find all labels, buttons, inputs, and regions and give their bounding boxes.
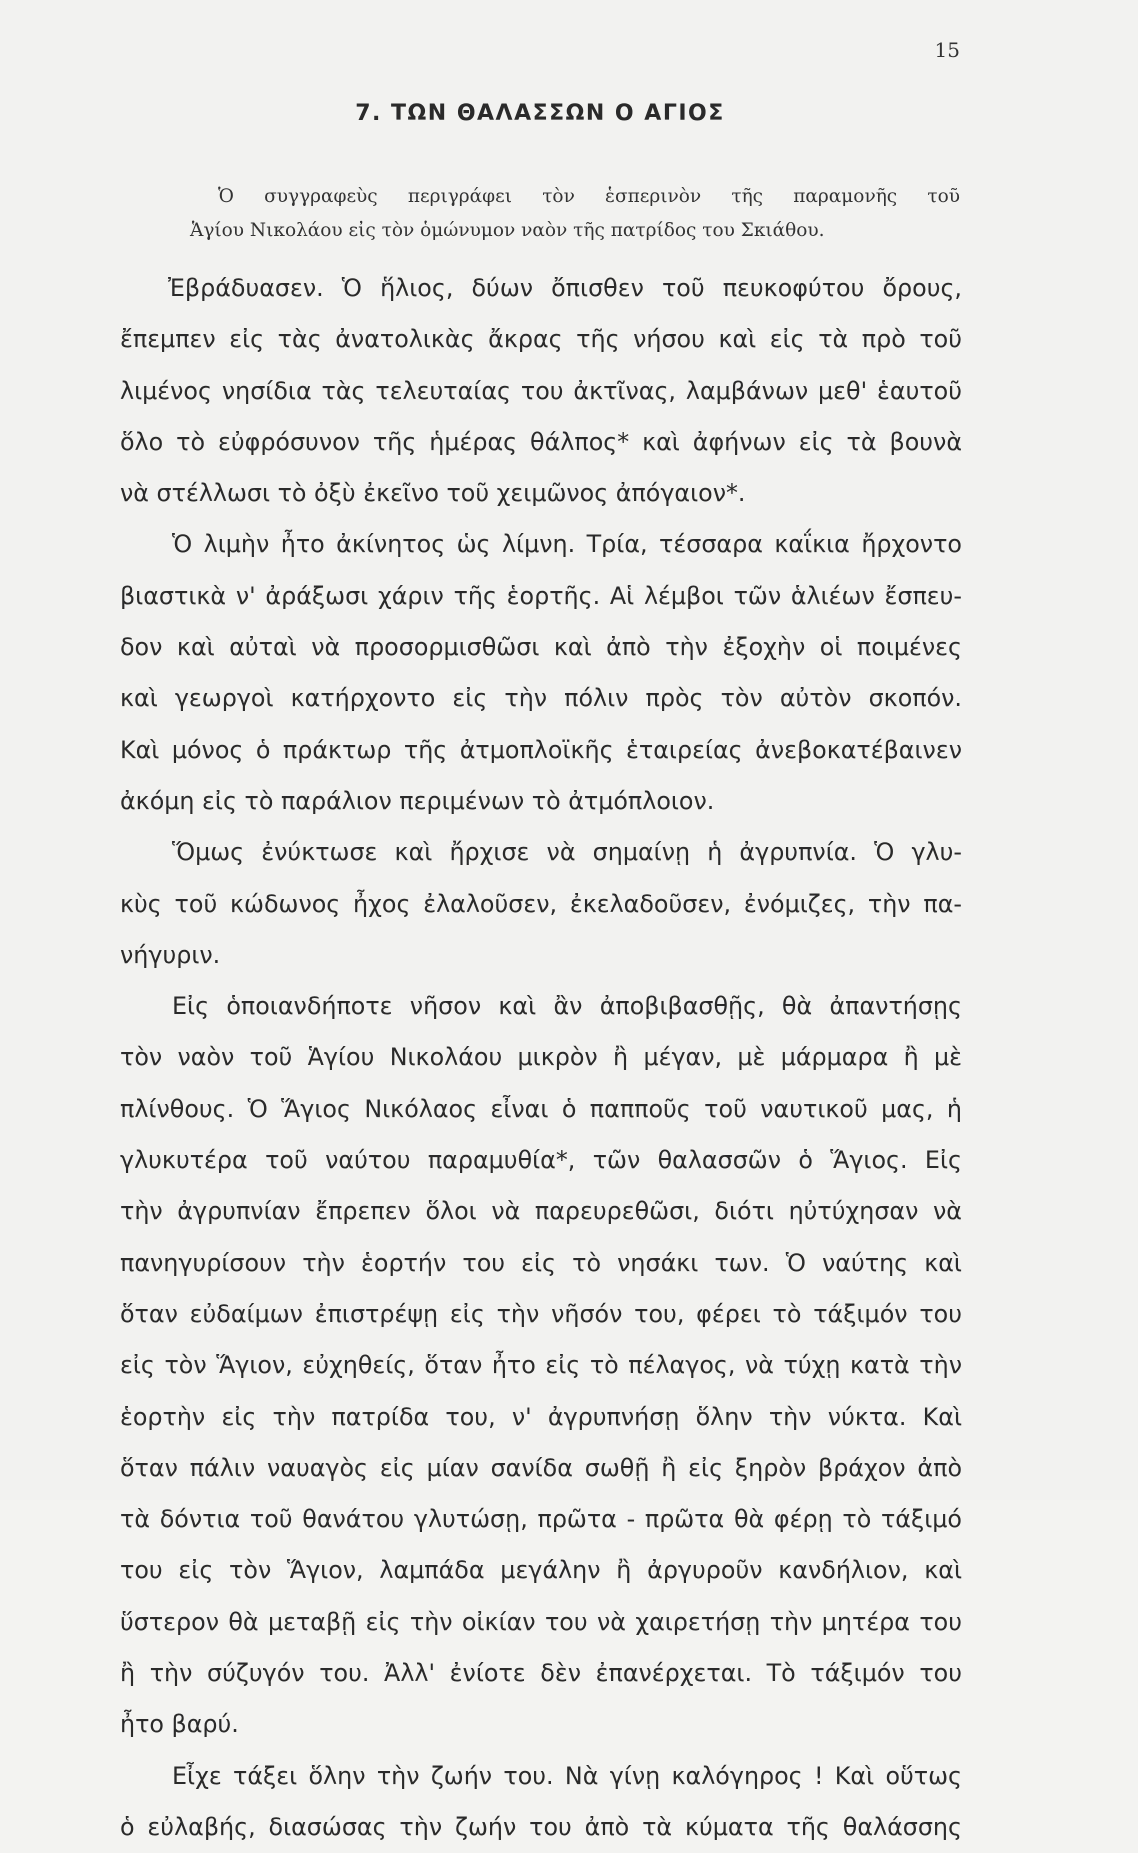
text-line: πανηγυρίσουν τὴν ἑορτήν του εἰς τὸ νησάκι των. Ὁ ναύτης καὶ <box>120 1248 962 1277</box>
text-line: δον καὶ αὐταὶ νὰ προσορμισθῶσι καὶ ἀπὸ τὴν ἐξοχὴν οἱ ποιμένες <box>120 633 962 662</box>
text-line: τὰ δόντια τοῦ θανάτου γλυτώσῃ, πρῶτα - πρῶτα θὰ φέρῃ τὸ τάξιμό <box>120 1505 962 1534</box>
chapter-summary <box>190 180 960 248</box>
text-line: Εἰς ὁποιανδήποτε νῆσον καὶ ἂν ἀποβιβασθῇς, θὰ ἀπαντήσῃς <box>172 992 962 1021</box>
text-line: λιμένος νησίδια τὰς τελευταίας του ἀκτῖνας, λαμβάνων μεθ' ἑαυτοῦ <box>120 376 962 405</box>
text-line: Ὅμως ἐνύκτωσε καὶ ἤρχισε νὰ σημαίνῃ ἡ ἀγρυπνία. Ὁ γλυ- <box>172 838 962 867</box>
text-line: ὅταν εὐδαίμων ἐπιστρέψῃ εἰς τὴν νῆσόν του, φέρει τὸ τάξιμόν του <box>120 1299 962 1328</box>
text-line: ἢ τὴν σύζυγόν του. Ἀλλ' ἐνίοτε δὲν ἐπανέρχεται. Τὸ τάξιμόν του <box>120 1659 962 1688</box>
text-line: του εἰς τὸν Ἅγιον, λαμπάδα μεγάλην ἢ ἀργυροῦν κανδήλιον, καὶ <box>120 1556 962 1585</box>
text-line: τὸν ναὸν τοῦ Ἁγίου Νικολάου μικρὸν ἢ μέγαν, μὲ μάρμαρα ἢ μὲ <box>120 1043 962 1072</box>
text-line: ἦτο βαρύ. <box>120 1710 239 1739</box>
summary-line: Ὁ συγγραφεὺς περιγράφει τὸν ἑσπερινὸν τῆς παραμονῆς τοῦ <box>218 186 960 207</box>
text-line: νὰ στέλλωσι τὸ ὀξὺ ἐκεῖνο τοῦ χειμῶνος ἀπόγαιον*. <box>120 479 746 508</box>
text-line: ὕστερον θὰ μεταβῇ εἰς τὴν οἰκίαν του νὰ χαιρετήσῃ τὴν μητέρα του <box>120 1607 962 1636</box>
text-line: γλυκυτέρα τοῦ ναύτου παραμυθία*, τῶν θαλασσῶν ὁ Ἅγιος. Εἰς <box>120 1146 962 1175</box>
text-line: κὺς τοῦ κώδωνος ἦχος ἐλαλοῦσεν, ἐκελαδοῦσεν, ἐνόμιζες, τὴν πα- <box>120 889 962 918</box>
text-line: ὅταν πάλιν ναυαγὸς εἰς μίαν σανίδα σωθῇ ἢ εἰς ξηρὸν βράχον ἀπὸ <box>120 1453 962 1482</box>
text-line: Εἶχε τάξει ὅλην τὴν ζωήν του. Νὰ γίνῃ καλόγηρος ! Καὶ οὕτως <box>172 1761 962 1790</box>
text-line: Ἐβράδυασεν. Ὁ ἥλιος, δύων ὄπισθεν τοῦ πευκοφύτου ὄρους, <box>168 274 962 302</box>
body-text <box>120 263 962 1853</box>
text-line: ὁ εὐλαβής, διασώσας τὴν ζωήν του ἀπὸ τὰ κύματα τῆς θαλάσσης <box>120 1812 962 1841</box>
chapter-title: 7. ΤΩΝ ΘΑΛΑΣΣΩΝ Ο ΑΓΙΟΣ <box>355 101 725 126</box>
text-line: πλίνθους. Ὁ Ἅγιος Νικόλαος εἶναι ὁ παπποῦς τοῦ ναυτικοῦ μας, ἡ <box>120 1094 962 1123</box>
text-line: ἑορτὴν εἰς τὴν πατρίδα του, ν' ἀγρυπνήσῃ ὅλην τὴν νύκτα. Καὶ <box>120 1402 962 1431</box>
summary-line: Ἁγίου Νικολάου εἰς τὸν ὁμώνυμον ναὸν τῆς πατρίδος του Σκιάθου. <box>190 220 825 241</box>
text-line: ἀκόμη εἰς τὸ παράλιον περιμένων τὸ ἀτμόπλοιον. <box>120 786 715 815</box>
text-line: Ὁ λιμὴν ἦτο ἀκίνητος ὡς λίμνη. Τρία, τέσσαρα καΐκια ἤρχοντο <box>172 530 962 559</box>
page-number: 15 <box>934 38 960 62</box>
text-line: τὴν ἀγρυπνίαν ἔπρεπεν ὅλοι νὰ παρευρεθῶσι, διότι ηὐτύχησαν νὰ <box>120 1197 962 1226</box>
text-line: Καὶ μόνος ὁ πράκτωρ τῆς ἀτμοπλοϊκῆς ἑταιρείας ἀνεβοκατέβαινεν <box>120 735 962 764</box>
text-line: εἰς τὸν Ἅγιον, εὐχηθείς, ὅταν ἦτο εἰς τὸ πέλαγος, νὰ τύχῃ κατὰ τὴν <box>120 1351 962 1380</box>
text-line: νήγυριν. <box>120 940 221 969</box>
text-line: καὶ γεωργοὶ κατήρχοντο εἰς τὴν πόλιν πρὸς τὸν αὐτὸν σκοπόν. <box>120 684 962 713</box>
text-line: ὅλο τὸ εὐφρόσυνον τῆς ἡμέρας θάλπος* καὶ ἀφήνων εἰς τὰ βουνὰ <box>120 427 962 456</box>
text-line: ἔπεμπεν εἰς τὰς ἀνατολικὰς ἄκρας τῆς νήσου καὶ εἰς τὰ πρὸ τοῦ <box>120 325 962 354</box>
text-line: βιαστικὰ ν' ἀράξωσι χάριν τῆς ἑορτῆς. Αἱ λέμβοι τῶν ἁλιέων ἔσπευ- <box>120 581 962 610</box>
